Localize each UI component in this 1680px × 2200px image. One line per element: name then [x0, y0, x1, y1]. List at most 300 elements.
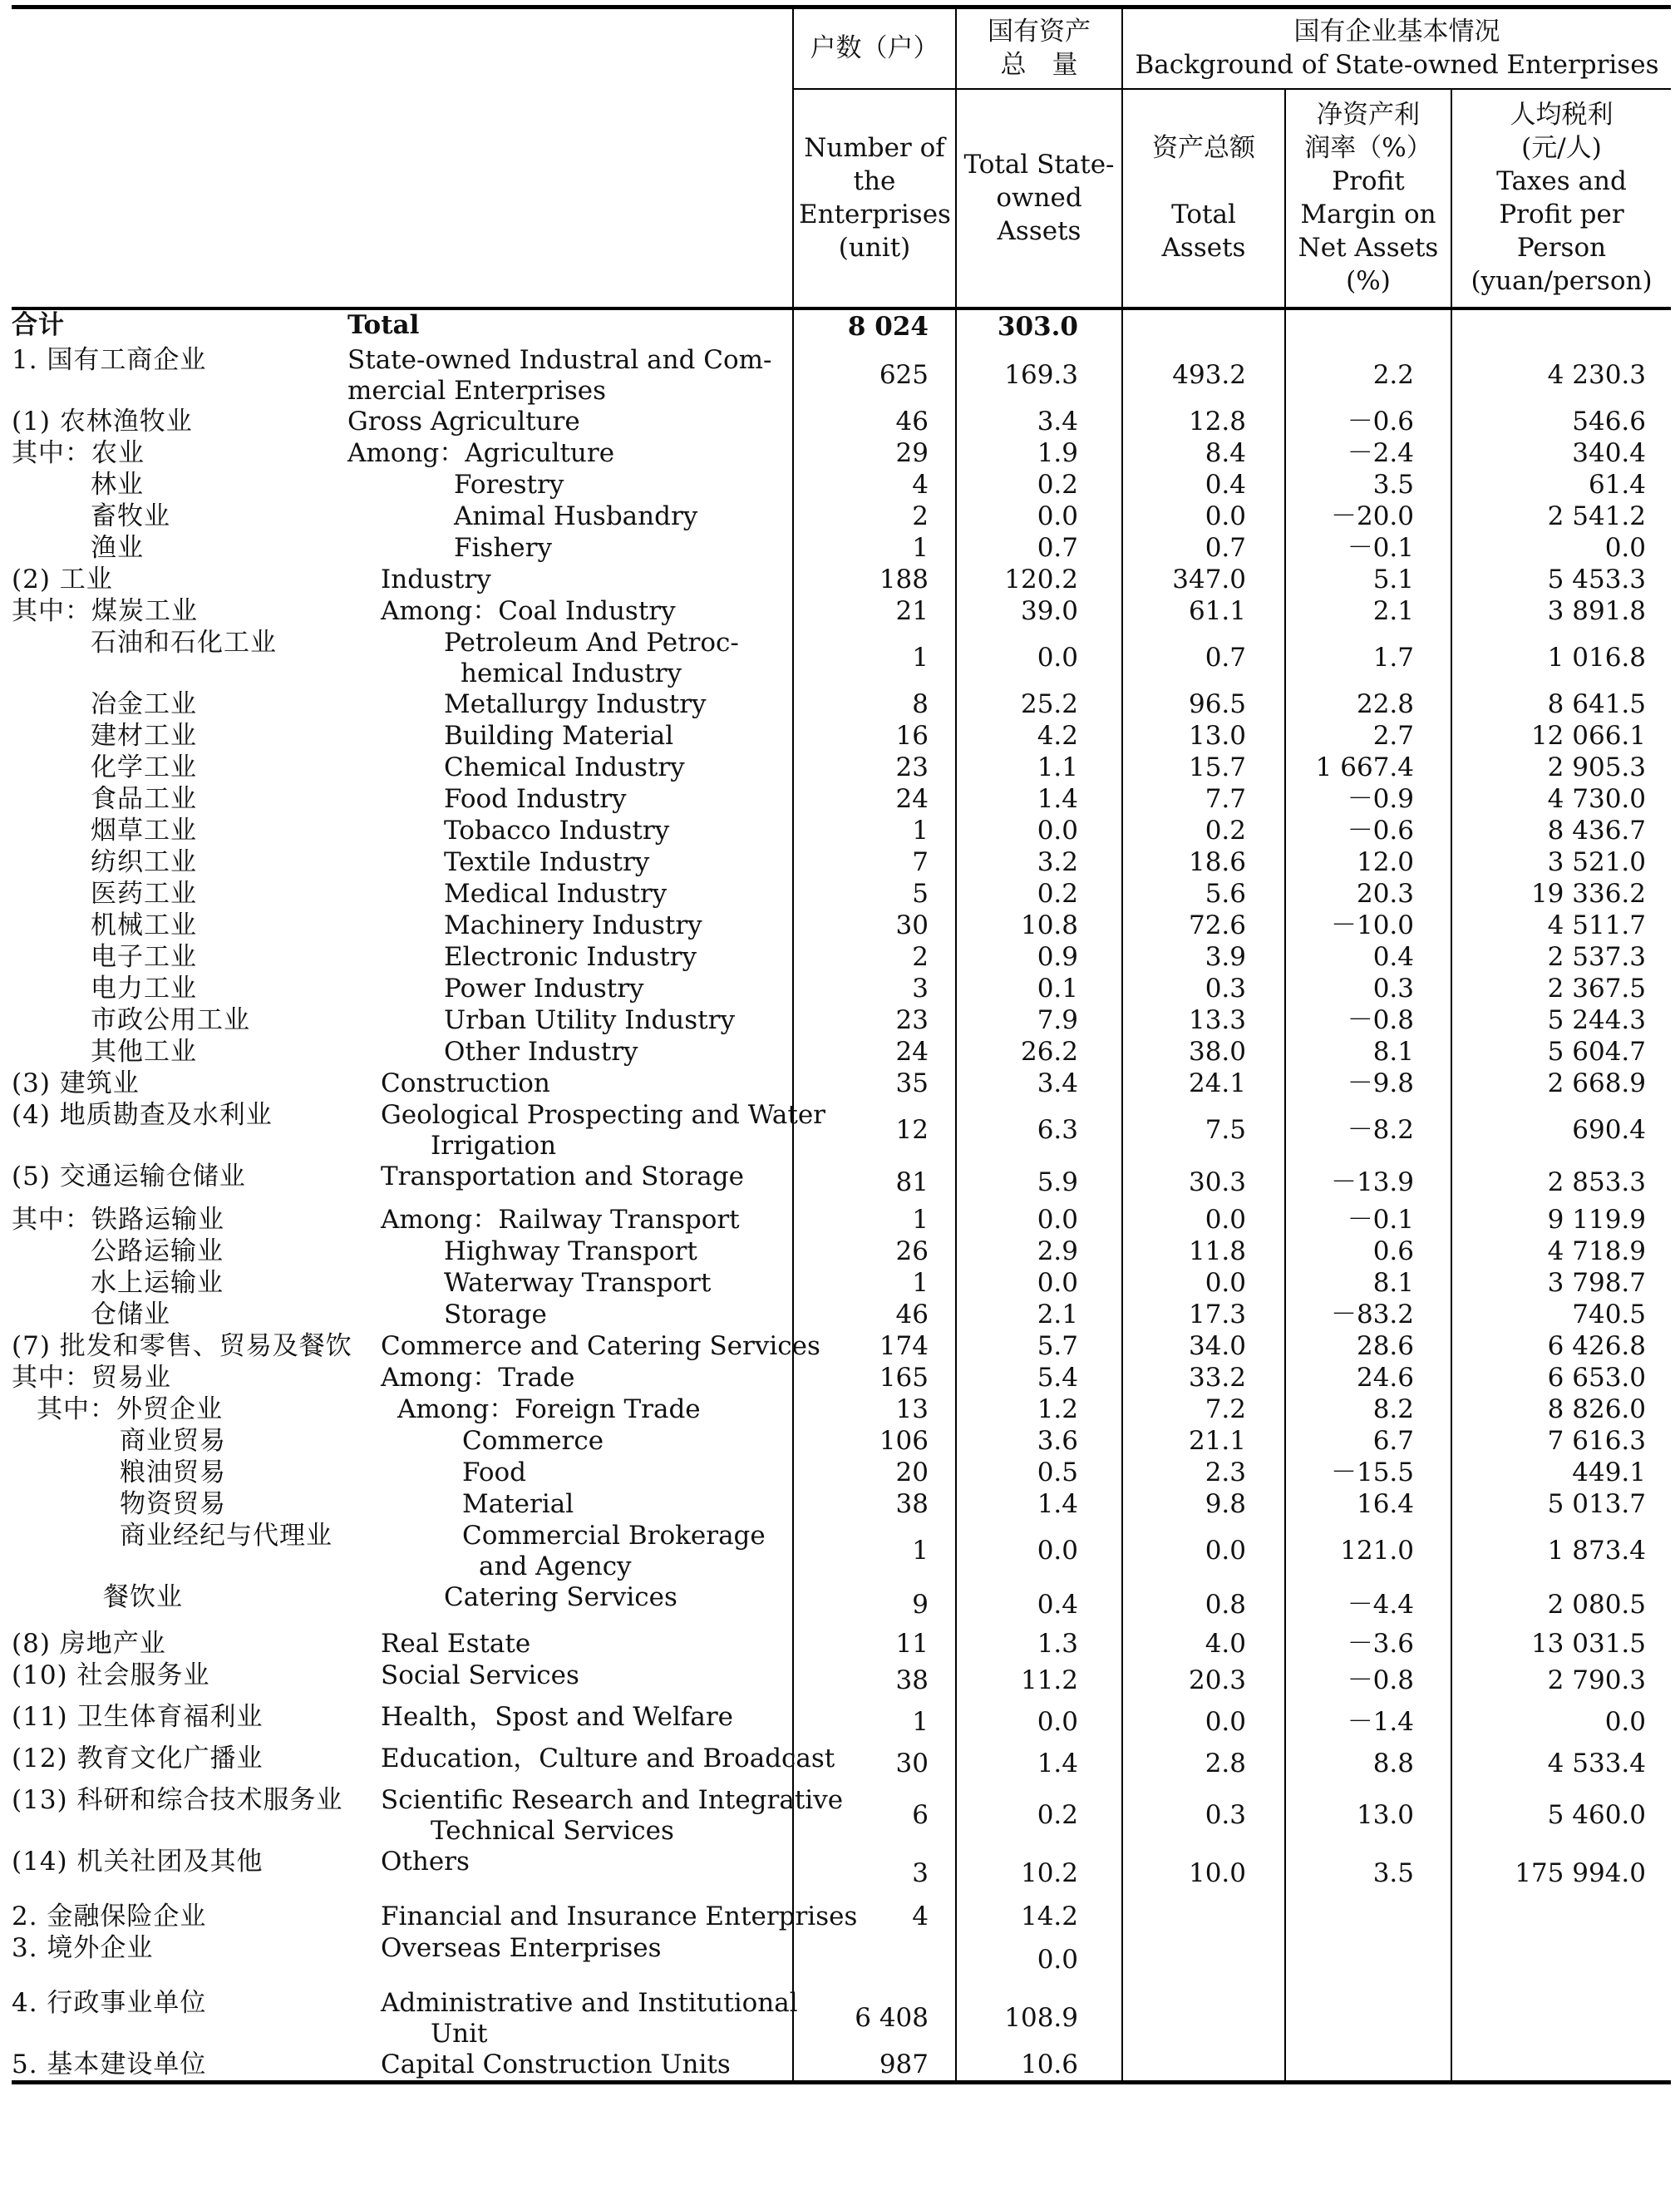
row-label-zh: 林业	[91, 469, 144, 500]
row-label-zh: 3. 境外企业	[12, 1932, 154, 1963]
row-label-en-line: Real Estate	[381, 1628, 531, 1659]
table-row	[12, 1236, 1671, 1268]
table-header	[12, 7, 1671, 308]
num-taxes-profit: 2 367.5	[1451, 974, 1671, 1005]
table-row	[12, 974, 1671, 1005]
num-total-assets: 0.0	[1122, 1205, 1285, 1236]
num-assets: 0.0	[956, 501, 1122, 533]
num-assets: 0.2	[956, 1785, 1122, 1847]
num-profit-margin: －0.8	[1285, 1660, 1451, 1702]
row-label-en-line: Transportation and Storage	[381, 1161, 744, 1191]
table-row	[12, 1363, 1671, 1394]
table-row	[12, 784, 1671, 816]
row-label-zh: 4. 行政事业单位	[12, 1987, 207, 2018]
row-label-en-line: Capital Construction Units	[381, 2049, 731, 2079]
table-row	[12, 533, 1671, 565]
num-units: 987	[793, 2050, 956, 2083]
num-assets: 0.0	[956, 1268, 1122, 1300]
row-label-zh: 纺织工业	[91, 846, 197, 877]
row-label-en-line: Financial and Insurance Enterprises	[381, 1901, 858, 1931]
num-profit-margin: －15.5	[1285, 1458, 1451, 1489]
num-assets: 2.9	[956, 1236, 1122, 1268]
num-units: 188	[793, 565, 956, 596]
num-profit-margin: －8.2	[1285, 1100, 1451, 1162]
row-label-zh: (14) 机关社团及其他	[12, 1846, 264, 1877]
num-units: 165	[793, 1363, 956, 1394]
num-units: 625	[793, 345, 956, 407]
row-label-en	[347, 407, 793, 438]
num-total-assets: 5.6	[1122, 879, 1285, 910]
num-assets: 0.2	[956, 470, 1122, 501]
num-profit-margin: －3.6	[1285, 1629, 1451, 1660]
num-total-assets: 96.5	[1122, 689, 1285, 721]
num-assets: 3.4	[956, 1068, 1122, 1100]
table-row	[12, 628, 1671, 689]
table-row	[12, 847, 1671, 879]
num-total-assets: 13.3	[1122, 1005, 1285, 1037]
num-total-assets: 493.2	[1122, 345, 1285, 407]
table-row	[12, 1489, 1671, 1521]
header-blank	[12, 7, 793, 308]
num-total-assets: 17.3	[1122, 1300, 1285, 1331]
num-units: 1	[793, 1702, 956, 1744]
row-label-en	[347, 1702, 793, 1744]
num-assets: 1.4	[956, 784, 1122, 816]
num-units: 30	[793, 910, 956, 942]
row-label-en-line: Other Industry	[444, 1036, 638, 1067]
num-total-assets: 21.1	[1122, 1426, 1285, 1458]
table-row	[12, 1933, 1671, 1988]
row-label-zh: 5. 基本建设单位	[12, 2050, 347, 2083]
num-profit-margin: －0.1	[1285, 533, 1451, 565]
row-label-en-line: Health，Spost and Welfare	[381, 1701, 734, 1732]
num-profit-margin: 6.7	[1285, 1426, 1451, 1458]
row-label-zh: 医药工业	[91, 878, 197, 909]
table-row	[12, 438, 1671, 470]
num-assets: 1.9	[956, 438, 1122, 470]
num-assets: 120.2	[956, 565, 1122, 596]
row-label-en	[347, 1901, 858, 1933]
num-profit-margin	[1285, 308, 1451, 345]
num-taxes-profit	[1451, 308, 1671, 345]
num-taxes-profit: 740.5	[1451, 1300, 1671, 1331]
num-assets: 3.4	[956, 407, 1122, 438]
num-units: 46	[793, 407, 956, 438]
row-label-en-line: Power Industry	[444, 973, 644, 1004]
row-label-zh: 畜牧业	[91, 501, 170, 531]
row-label-en-line: Petroleum And Petroc-	[444, 627, 739, 658]
row-label-en-line: Catering Services	[444, 1581, 677, 1612]
header-units-en: Number of the Enterprises (unit)	[793, 89, 956, 308]
row-label-en-line: Commerce	[462, 1425, 604, 1456]
num-total-assets: 2.8	[1122, 1744, 1285, 1785]
num-profit-margin	[1285, 2050, 1451, 2083]
num-taxes-profit	[1451, 2050, 1671, 2083]
num-taxes-profit: 4 511.7	[1451, 910, 1671, 942]
num-total-assets	[1122, 1902, 1285, 1933]
num-assets: 39.0	[956, 596, 1122, 628]
table-row	[12, 879, 1671, 910]
num-taxes-profit: 690.4	[1451, 1100, 1671, 1162]
row-label-en-line: Food Industry	[444, 783, 627, 814]
num-units: 6	[793, 1785, 956, 1847]
row-label-en-line: State-owned Industral and Com-	[347, 344, 772, 375]
row-label-en-line: Total	[347, 309, 420, 340]
row-label-zh: 烟草工业	[91, 815, 197, 846]
row-label-zh: 1. 国有工商企业	[12, 344, 207, 375]
num-taxes-profit: 449.1	[1451, 1458, 1671, 1489]
num-total-assets: 0.0	[1122, 501, 1285, 533]
row-label-en	[347, 345, 793, 407]
num-assets: 14.2	[956, 1902, 1122, 1933]
num-profit-margin: 8.1	[1285, 1037, 1451, 1068]
num-total-assets: 7.2	[1122, 1394, 1285, 1426]
num-total-assets: 34.0	[1122, 1331, 1285, 1363]
row-label-zh: 2. 金融保险企业	[12, 1901, 207, 1931]
num-taxes-profit: 2 537.3	[1451, 942, 1671, 974]
row-label-en-line: Geological Prospecting and Water	[381, 1099, 825, 1130]
row-label-zh: 渔业	[91, 532, 144, 563]
table-row	[12, 1268, 1671, 1300]
table-row	[12, 1068, 1671, 1100]
row-label-zh: (2) 工业	[12, 564, 113, 594]
row-label-en	[347, 1784, 844, 1847]
table-row	[12, 1100, 1671, 1162]
num-units: 12	[793, 1100, 956, 1162]
num-taxes-profit: 1 873.4	[1451, 1521, 1671, 1582]
num-total-assets	[1122, 1933, 1285, 1988]
num-total-assets: 0.8	[1122, 1582, 1285, 1629]
num-profit-margin: －0.6	[1285, 816, 1451, 847]
row-label-zh: 仓储业	[91, 1299, 170, 1329]
num-units	[793, 1933, 956, 1988]
header-background: 国有企业基本情况 Background of State-owned Enterprises	[1122, 7, 1671, 89]
row-label-en	[347, 1489, 793, 1521]
row-label-zh: (3) 建筑业	[12, 1068, 140, 1098]
row-label-en	[347, 1068, 793, 1100]
row-label-en	[347, 1660, 793, 1702]
num-taxes-profit: 3 798.7	[1451, 1268, 1671, 1300]
num-total-assets: 30.3	[1122, 1162, 1285, 1205]
num-assets: 26.2	[956, 1037, 1122, 1068]
num-units: 3	[793, 974, 956, 1005]
num-assets: 5.9	[956, 1162, 1122, 1205]
num-assets: 0.0	[956, 816, 1122, 847]
num-profit-margin: 2.2	[1285, 345, 1451, 407]
row-label-en-line: Education，Culture and Broadcast	[381, 1743, 835, 1773]
num-total-assets: 0.3	[1122, 1785, 1285, 1847]
row-label-zh: 机械工业	[91, 910, 197, 940]
num-taxes-profit: 4 718.9	[1451, 1236, 1671, 1268]
num-profit-margin: 12.0	[1285, 847, 1451, 879]
num-total-assets: 72.6	[1122, 910, 1285, 942]
header-profit-margin: 净资产利 润率（%） Profit Margin on Net Assets (%)	[1285, 89, 1451, 308]
row-label-zh: 建材工业	[91, 720, 197, 751]
row-label-en	[347, 689, 793, 721]
header-taxes-profit: 人均税利 (元/人) Taxes and Profit per Person (yuan/person)	[1451, 89, 1671, 308]
num-total-assets: 8.4	[1122, 438, 1285, 470]
num-assets: 5.4	[956, 1363, 1122, 1394]
num-profit-margin: 8.2	[1285, 1394, 1451, 1426]
row-label-zh: (10) 社会服务业	[12, 1660, 210, 1690]
row-label-zh: (12) 教育文化广播业	[12, 1743, 264, 1773]
table-row	[12, 1005, 1671, 1037]
num-profit-margin: －4.4	[1285, 1582, 1451, 1629]
num-profit-margin: 0.4	[1285, 942, 1451, 974]
num-assets: 0.0	[956, 1205, 1122, 1236]
row-label-en	[347, 847, 793, 879]
num-assets: 1.1	[956, 752, 1122, 784]
row-label-en-line: Machinery Industry	[444, 910, 702, 940]
num-assets: 169.3	[956, 345, 1122, 407]
num-assets: 108.9	[956, 1988, 1122, 2050]
header-assets-zh: 国有资产 总 量	[956, 7, 1122, 89]
num-profit-margin: －20.0	[1285, 501, 1451, 533]
row-label-en-line: and Agency	[479, 1551, 632, 1581]
row-label-en	[347, 308, 793, 345]
num-taxes-profit: 5 453.3	[1451, 565, 1671, 596]
num-taxes-profit	[1451, 1933, 1671, 1988]
num-taxes-profit: 2 905.3	[1451, 752, 1671, 784]
num-profit-margin: 8.8	[1285, 1744, 1451, 1785]
row-label-en	[347, 1363, 793, 1394]
num-assets: 5.7	[956, 1331, 1122, 1363]
row-label-en	[347, 974, 793, 1005]
row-label-en	[347, 942, 793, 974]
num-total-assets: 0.0	[1122, 1521, 1285, 1582]
num-assets: 303.0	[956, 308, 1122, 345]
num-profit-margin: 16.4	[1285, 1489, 1451, 1521]
num-units: 1	[793, 628, 956, 689]
row-label-en	[347, 596, 793, 628]
row-label-en	[347, 1005, 793, 1037]
num-units: 8 024	[793, 308, 956, 345]
row-label-zh: (11) 卫生体育福利业	[12, 1701, 264, 1732]
num-profit-margin: 24.6	[1285, 1363, 1451, 1394]
table-row	[12, 1162, 1671, 1205]
num-taxes-profit: 5 244.3	[1451, 1005, 1671, 1037]
row-label-en-line: Social Services	[381, 1660, 579, 1690]
num-total-assets: 0.0	[1122, 1702, 1285, 1744]
num-units: 24	[793, 1037, 956, 1068]
num-taxes-profit: 6 426.8	[1451, 1331, 1671, 1363]
num-profit-margin: 0.6	[1285, 1236, 1451, 1268]
row-label-zh: (13) 科研和综合技术服务业	[12, 1784, 343, 1815]
num-taxes-profit: 5 604.7	[1451, 1037, 1671, 1068]
table-row	[12, 1847, 1671, 1902]
num-units: 13	[793, 1394, 956, 1426]
row-label-zh: 电子工业	[91, 941, 197, 972]
num-units: 35	[793, 1068, 956, 1100]
num-taxes-profit: 4 533.4	[1451, 1744, 1671, 1785]
num-assets: 7.9	[956, 1005, 1122, 1037]
row-label-en-line: Administrative and Institutional	[381, 1987, 798, 2018]
num-total-assets: 0.7	[1122, 628, 1285, 689]
row-label-en	[347, 2050, 793, 2083]
row-label-en-line: Others	[381, 1846, 470, 1877]
num-taxes-profit: 7 616.3	[1451, 1426, 1671, 1458]
num-assets: 4.2	[956, 721, 1122, 752]
num-units: 9	[793, 1582, 956, 1629]
row-label-en-line: Commerce and Catering Services	[381, 1330, 820, 1361]
num-assets: 0.0	[956, 1933, 1122, 1988]
table-row	[12, 1521, 1671, 1582]
row-label-en	[347, 501, 793, 533]
row-label-zh: 物资贸易	[120, 1488, 226, 1519]
num-taxes-profit: 5 013.7	[1451, 1489, 1671, 1521]
num-units: 1	[793, 816, 956, 847]
row-label-zh: (5) 交通运输仓储业	[12, 1161, 246, 1191]
row-label-en-line: Technical Services	[431, 1815, 674, 1846]
num-assets: 3.2	[956, 847, 1122, 879]
num-taxes-profit: 2 853.3	[1451, 1162, 1671, 1205]
num-profit-margin: 1 667.4	[1285, 752, 1451, 784]
table-row	[12, 1331, 1671, 1363]
row-label-zh: (1) 农林渔牧业	[12, 406, 193, 437]
row-label-en-line: Forestry	[454, 469, 564, 500]
row-label-zh: 商业经纪与代理业	[120, 1520, 333, 1551]
num-taxes-profit: 1 016.8	[1451, 628, 1671, 689]
num-profit-margin: 3.5	[1285, 1847, 1451, 1902]
num-units: 174	[793, 1331, 956, 1363]
num-taxes-profit: 4 730.0	[1451, 784, 1671, 816]
num-total-assets: 4.0	[1122, 1629, 1285, 1660]
row-label-en	[347, 1743, 835, 1785]
num-assets: 1.4	[956, 1489, 1122, 1521]
num-total-assets: 10.0	[1122, 1847, 1285, 1902]
table-row	[12, 1394, 1671, 1426]
num-units: 5	[793, 879, 956, 910]
row-label-en-line: Building Material	[444, 720, 674, 751]
row-label-zh: 石油和石化工业	[91, 627, 277, 658]
num-taxes-profit: 4 230.3	[1451, 345, 1671, 407]
table-row	[12, 1660, 1671, 1702]
row-label-zh: 粮油贸易	[120, 1457, 226, 1487]
row-label-en	[347, 1629, 793, 1660]
num-profit-margin: 5.1	[1285, 565, 1451, 596]
table-row	[12, 345, 1671, 407]
table-row	[12, 816, 1671, 847]
num-units: 23	[793, 1005, 956, 1037]
num-units: 3	[793, 1847, 956, 1902]
num-taxes-profit	[1451, 1902, 1671, 1933]
num-taxes-profit: 19 336.2	[1451, 879, 1671, 910]
table-row	[12, 470, 1671, 501]
row-label-en-line: Fishery	[454, 532, 552, 563]
num-total-assets	[1122, 2050, 1285, 2083]
row-label-en-line: Irrigation	[431, 1130, 557, 1161]
table-row	[12, 596, 1671, 628]
num-profit-margin: 28.6	[1285, 1331, 1451, 1363]
row-label-en	[347, 784, 793, 816]
table-row	[12, 1702, 1671, 1744]
table-row	[12, 2050, 1671, 2083]
row-label-en-line: Highway Transport	[444, 1236, 697, 1266]
row-label-zh: 其中：农业	[12, 437, 145, 468]
row-label-en-line: Electronic Industry	[444, 941, 697, 972]
num-profit-margin: 121.0	[1285, 1521, 1451, 1582]
num-profit-margin	[1285, 1933, 1451, 1988]
num-profit-margin: 20.3	[1285, 879, 1451, 910]
num-taxes-profit: 13 031.5	[1451, 1629, 1671, 1660]
num-total-assets: 61.1	[1122, 596, 1285, 628]
num-total-assets: 13.0	[1122, 721, 1285, 752]
num-total-assets	[1122, 1988, 1285, 2050]
num-taxes-profit: 2 541.2	[1451, 501, 1671, 533]
row-label-en-line: Waterway Transport	[444, 1267, 712, 1298]
num-taxes-profit: 5 460.0	[1451, 1785, 1671, 1847]
row-label-zh: 其中：外贸企业	[37, 1393, 223, 1424]
row-label-en-line: hemical Industry	[461, 658, 682, 688]
row-label-en	[347, 1458, 793, 1489]
num-profit-margin: 3.5	[1285, 470, 1451, 501]
row-label-en-line: Among：Railway Transport	[381, 1204, 740, 1235]
num-units: 29	[793, 438, 956, 470]
num-total-assets: 11.8	[1122, 1236, 1285, 1268]
row-label-en-line: Material	[462, 1488, 574, 1519]
num-units: 24	[793, 784, 956, 816]
row-label-en-line: Overseas Enterprises	[381, 1932, 662, 1963]
num-total-assets: 0.3	[1122, 974, 1285, 1005]
num-units: 46	[793, 1300, 956, 1331]
num-taxes-profit: 2 080.5	[1451, 1582, 1671, 1629]
table-row	[12, 1458, 1671, 1489]
row-label-en-line: Among：Foreign Trade	[397, 1393, 701, 1424]
table-row	[12, 1744, 1671, 1785]
num-profit-margin: 2.7	[1285, 721, 1451, 752]
num-units: 1	[793, 1268, 956, 1300]
num-profit-margin: 22.8	[1285, 689, 1451, 721]
row-label-en	[347, 910, 793, 942]
row-label-zh: (8) 房地产业	[12, 1628, 166, 1659]
num-units: 21	[793, 596, 956, 628]
num-units: 106	[793, 1426, 956, 1458]
num-units: 38	[793, 1489, 956, 1521]
num-total-assets: 24.1	[1122, 1068, 1285, 1100]
num-total-assets: 0.4	[1122, 470, 1285, 501]
num-profit-margin: －9.8	[1285, 1068, 1451, 1100]
num-assets: 1.3	[956, 1629, 1122, 1660]
row-label-zh: (4) 地质勘查及水利业	[12, 1099, 273, 1130]
num-units: 4	[793, 470, 956, 501]
num-profit-margin: 0.3	[1285, 974, 1451, 1005]
num-total-assets: 3.9	[1122, 942, 1285, 974]
header-assets-en: Total State- owned Assets	[956, 89, 1122, 308]
num-total-assets: 7.7	[1122, 784, 1285, 816]
num-taxes-profit: 8 641.5	[1451, 689, 1671, 721]
num-assets: 0.5	[956, 1458, 1122, 1489]
num-units: 7	[793, 847, 956, 879]
row-label-zh: 市政公用工业	[91, 1004, 250, 1035]
num-units: 1	[793, 1521, 956, 1582]
num-units: 2	[793, 501, 956, 533]
num-taxes-profit: 0.0	[1451, 1702, 1671, 1744]
num-units: 11	[793, 1629, 956, 1660]
num-profit-margin: －0.6	[1285, 407, 1451, 438]
num-profit-margin: 13.0	[1285, 1785, 1451, 1847]
num-profit-margin: －2.4	[1285, 438, 1451, 470]
row-label-en	[347, 1037, 793, 1068]
header-total-assets: 资产总额 Total Assets	[1122, 89, 1285, 308]
num-total-assets: 0.2	[1122, 816, 1285, 847]
row-label-zh: 其中：煤炭工业	[12, 595, 198, 626]
num-taxes-profit: 12 066.1	[1451, 721, 1671, 752]
num-units: 38	[793, 1660, 956, 1702]
num-assets: 10.8	[956, 910, 1122, 942]
num-assets: 10.6	[956, 2050, 1122, 2083]
num-total-assets: 0.0	[1122, 1268, 1285, 1300]
row-label-en	[347, 1330, 820, 1363]
